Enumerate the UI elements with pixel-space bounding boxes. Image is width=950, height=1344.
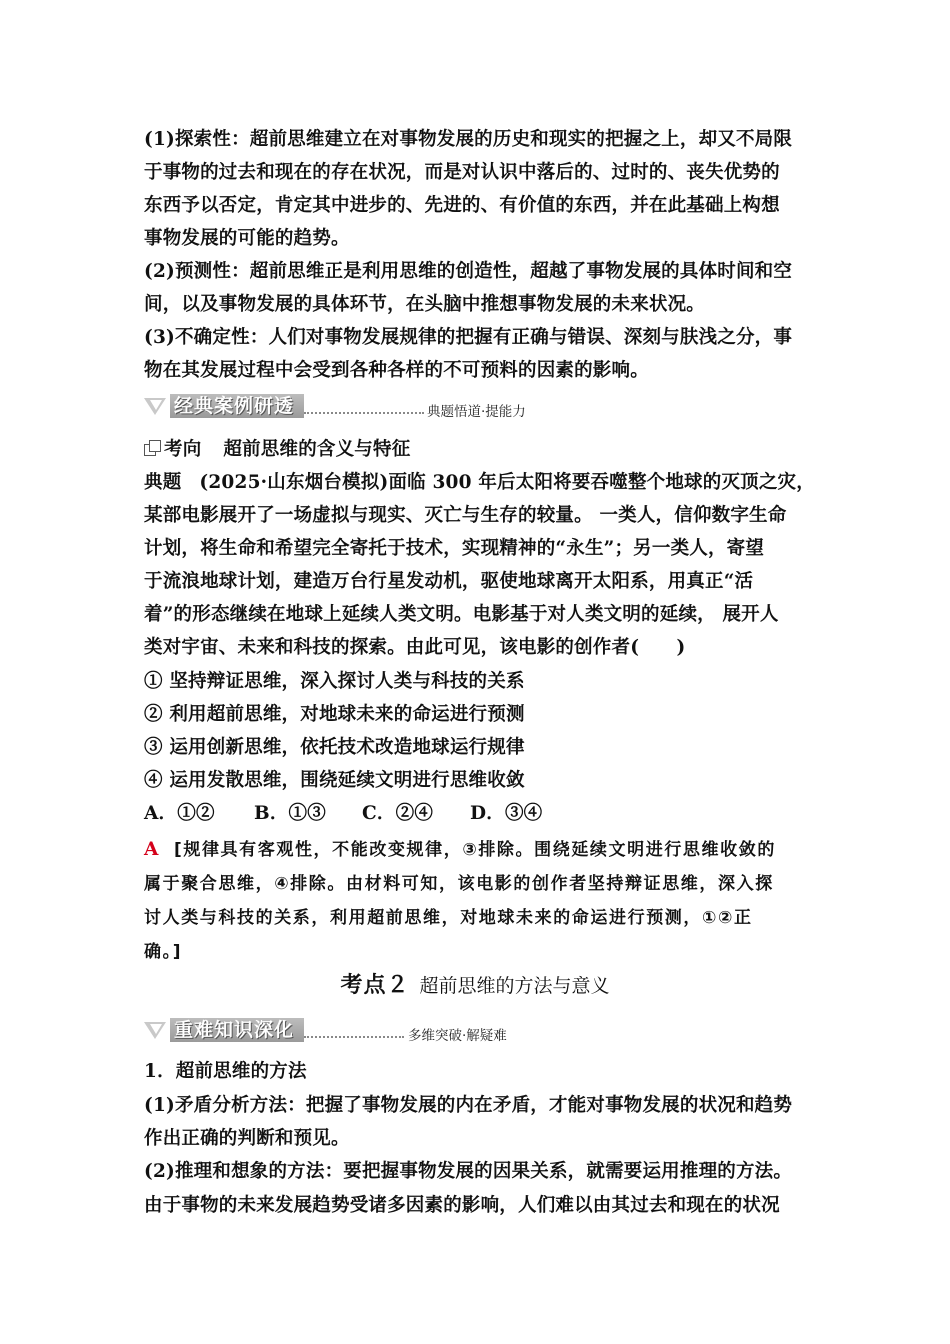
para1-line-3: 东西予以否定，肯定其中进步的、先进的、有价值的东西，并在此基础上构想 xyxy=(144,195,780,216)
section2-line-2: 作出正确的判断和预见。 xyxy=(144,1128,350,1149)
question-item-3: ③ 运用创新思维，依托技术改造地球运行规律 xyxy=(144,737,525,758)
banner-dotted-rule xyxy=(304,1036,404,1038)
answer-line-1 xyxy=(144,838,776,862)
banner-subtitle: 典题悟道·提能力 xyxy=(427,404,526,420)
answer-line-2: 属于聚合思维，④排除。由材料可知，该电影的创作者坚持辩证思维，深入探 xyxy=(144,874,774,894)
kaodian-title: 超前思维的方法与意义 xyxy=(419,975,610,997)
question-line-6: 类对宇宙、未来和科技的探索。由此可见，该电影的创作者( ) xyxy=(144,637,686,658)
kaodian-number: 考点２ xyxy=(340,973,410,998)
question-item-4: ④ 运用发散思维，围绕延续文明进行思维收敛 xyxy=(144,770,525,791)
tag-squares-icon xyxy=(144,440,162,456)
section-banner-classic-cases xyxy=(144,392,544,426)
option-a: A．①② xyxy=(144,803,215,824)
question-text-1: (2025·山东烟台模拟)面临 300 年后太阳将要吞噬整个地球的灭顶之灾， xyxy=(199,472,815,493)
question-line-2: 某部电影展开了一场虚拟与现实、灭亡与生存的较量。 一类人，信仰数字生命 xyxy=(144,505,787,526)
para2-line-1: (2)预测性：超前思维正是利用思维的创造性，超越了事物发展的具体时间和空 xyxy=(144,261,793,282)
para3-line-1: (3)不确定性：人们对事物发展规律的把握有正确与错误、深刻与肤浅之分，事 xyxy=(144,327,793,348)
question-line-3: 计划，将生命和希望完全寄托于技术，实现精神的“永生”；另一类人，寄望 xyxy=(144,538,765,559)
banner-dotted-rule xyxy=(304,412,424,414)
answer-text-1: [规律具有客观性，不能改变规律，③排除。围绕延续文明进行思维收敛的 xyxy=(173,840,776,860)
para1-line-2: 于事物的过去和现在的存在状况，而是对认识中落后的、过时的、丧失优势的 xyxy=(144,162,780,183)
option-d: D．③④ xyxy=(470,803,543,824)
question-line-5: 着”的形态继续在地球上延续人类文明。电影基于对人类文明的延续， 展开人 xyxy=(144,604,779,625)
question-line-1 xyxy=(144,471,815,495)
kaodian-heading xyxy=(0,972,950,1000)
question-item-1: ① 坚持辩证思维，深入探讨人类与科技的关系 xyxy=(144,671,525,692)
section2-heading: 1．超前思维的方法 xyxy=(144,1061,307,1082)
question-item-2: ② 利用超前思维，对地球未来的命运进行预测 xyxy=(144,704,525,725)
section2-line-3: (2)推理和想象的方法：要把握事物发展的因果关系，就需要运用推理的方法。 xyxy=(144,1161,793,1182)
section2-line-1: (1)矛盾分析方法：把握了事物发展的内在矛盾，才能对事物发展的状况和趋势 xyxy=(144,1095,793,1116)
para1-line-4: 事物发展的可能的趋势。 xyxy=(144,228,350,249)
para3-line-2: 物在其发展过程中会受到各种各样的不可预料的因素的影响。 xyxy=(144,360,649,381)
banner-subtitle: 多维突破·解疑难 xyxy=(408,1028,507,1044)
option-b: B．①③ xyxy=(254,803,326,824)
answer-letter: A xyxy=(144,839,160,860)
kaoxiang-title: 超前思维的含义与特征 xyxy=(223,439,411,460)
section2-line-4: 由于事物的未来发展趋势受诸多因素的影响，人们难以由其过去和现在的状况 xyxy=(144,1195,780,1216)
kaoxiang-heading xyxy=(144,438,410,462)
answer-line-4: 确。] xyxy=(144,942,183,962)
option-c: C．②④ xyxy=(362,803,434,824)
banner-title: 经典案例研透 xyxy=(170,394,304,418)
question-line-4: 于流浪地球计划，建造万台行星发动机，驱使地球离开太阳系，用真正“活 xyxy=(144,571,754,592)
question-label: 典题 xyxy=(144,472,182,493)
section-banner-key-knowledge xyxy=(144,1016,544,1050)
banner-title: 重难知识深化 xyxy=(170,1018,304,1042)
question-options xyxy=(144,802,542,826)
kaoxiang-label: 考向 xyxy=(164,439,202,460)
para1-line-1: (1)探索性：超前思维建立在对事物发展的历史和现实的把握之上，却又不局限 xyxy=(144,129,793,150)
answer-line-3: 讨人类与科技的关系，利用超前思维，对地球未来的命运进行预测，①②正 xyxy=(144,908,753,928)
para2-line-2: 间，以及事物发展的具体环节，在头脑中推想事物发展的未来状况。 xyxy=(144,294,706,315)
